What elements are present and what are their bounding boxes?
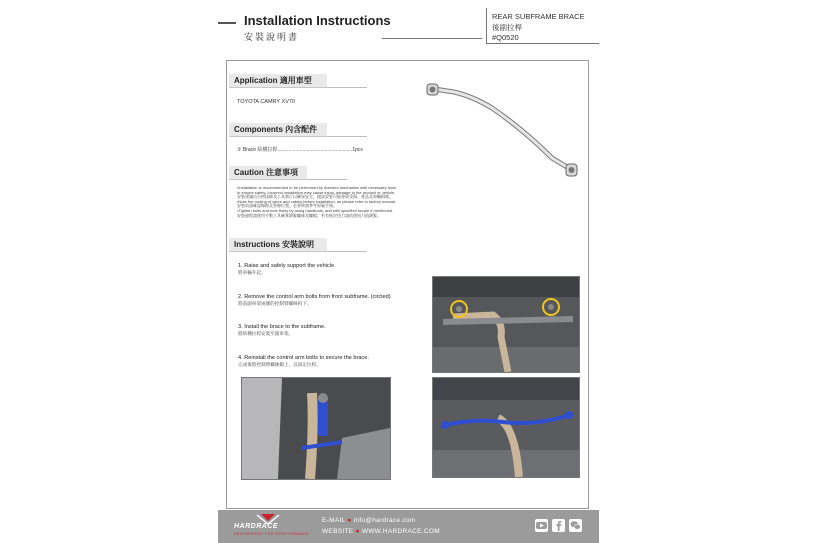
section-heading: Instructions 安裝說明 <box>234 240 315 249</box>
section-heading: Application 適用車型 <box>234 76 312 85</box>
brace-installed-photo <box>433 378 579 477</box>
caution-line: •Installation is recommended to be performed by licensed mechanics with necessary tools <box>237 185 397 190</box>
underbody-photo-circled-bolts <box>433 277 579 372</box>
brand-name: HARDRACE <box>234 523 279 530</box>
bullet-dot: ● <box>355 528 360 535</box>
step-title: 3. Install the brace to the subframe. <box>238 324 326 330</box>
header-vertical-divider <box>486 8 487 44</box>
section-rule <box>327 136 367 137</box>
product-info <box>492 12 585 44</box>
youtube-icon[interactable] <box>535 519 548 532</box>
wechat-icon[interactable] <box>569 519 582 532</box>
step-3-photo <box>432 377 580 478</box>
section-rule <box>327 87 367 88</box>
step-title: 2. Remove the control arm bolts from front subframe. (circled) <box>238 294 391 300</box>
step-title-zh: 將前副車架兩側的控制臂螺絲拆下。 <box>238 301 312 306</box>
step-2-photo <box>432 276 580 373</box>
caution-line: •Note the routing of wires and cables before installation, as please refer to factory manual. <box>237 198 397 204</box>
caution-line: 安裝前請確認線路及管線位置，必要時請參考原廠手冊。 <box>237 203 337 209</box>
page-title-zh: 安裝說明書 <box>244 32 300 42</box>
step-title-zh: 將結構拉桿安裝至副車架。 <box>238 331 294 336</box>
caution-line: 安裝建議由合格技師及工具執行以確保安全，錯誤安裝可能導致受傷、產品及車輛損壞。 <box>237 194 393 200</box>
section-heading: Components 內含配件 <box>234 125 318 134</box>
caution-line: 安裝過程請使用手動工具確實鎖緊螺絲及螺帽，若有指定扭力請依照扭力值鎖緊。 <box>237 212 381 218</box>
bullet-dot: ● <box>347 517 352 524</box>
email-value[interactable]: info@hardrace.com <box>353 517 416 524</box>
step-4-photo <box>241 377 391 480</box>
header-underline <box>487 43 599 44</box>
footer-email <box>322 517 416 524</box>
footer-website <box>322 528 440 535</box>
product-name: REAR SUBFRAME BRACE <box>492 12 585 21</box>
section-heading: Caution 注意事項 <box>234 168 298 177</box>
step-title: 4. Reinstall the control arm bolts to secure the brace. <box>238 355 369 361</box>
section-components <box>229 123 327 137</box>
section-rule <box>307 179 347 180</box>
section-instructions <box>229 238 327 252</box>
section-application <box>229 74 327 88</box>
step-4 <box>238 355 369 368</box>
step-1 <box>238 263 336 276</box>
brace-product-illustration <box>424 78 584 186</box>
facebook-icon[interactable] <box>552 519 565 532</box>
brand-tagline: ENGINEERED FOR PERFORMANCE <box>234 532 310 536</box>
step-title-zh: 完成後將控制臂螺絲鎖上，以固定拉桿。 <box>238 362 321 367</box>
header-accent-bar <box>218 22 236 24</box>
vehicle-name: TOYOTA CAMRY XV70 <box>237 99 295 105</box>
step-3 <box>238 324 326 337</box>
email-label: E-MAIL <box>322 517 346 524</box>
part-number: #Q0520 <box>492 33 519 42</box>
caution-line: to ensure safety. Incorrect installation may cause injury, damage to the product or vehicle. <box>237 189 396 195</box>
step-2 <box>238 294 391 307</box>
website-value[interactable]: WWW.HARDRACE.COM <box>361 528 440 535</box>
page-title: Installation Instructions <box>244 13 391 28</box>
component-item: ① Brace 結構拉桿......................................................1pcs <box>237 147 363 153</box>
section-caution <box>229 166 307 180</box>
bolt-reinstalled-photo <box>242 378 390 479</box>
website-label: WEBSITE <box>322 528 354 535</box>
step-title: 1. Raise and safely support the vehicle. <box>238 263 336 269</box>
product-name-zh: 後副拉桿 <box>492 22 522 32</box>
caution-text <box>237 186 437 218</box>
step-title-zh: 將車輛升起。 <box>238 270 266 275</box>
section-rule <box>327 251 367 252</box>
header-divider <box>382 38 482 39</box>
caution-line: •Tighten bolts and nuts firmly by using handtools, and with specified torque if mentioned. <box>237 207 394 213</box>
